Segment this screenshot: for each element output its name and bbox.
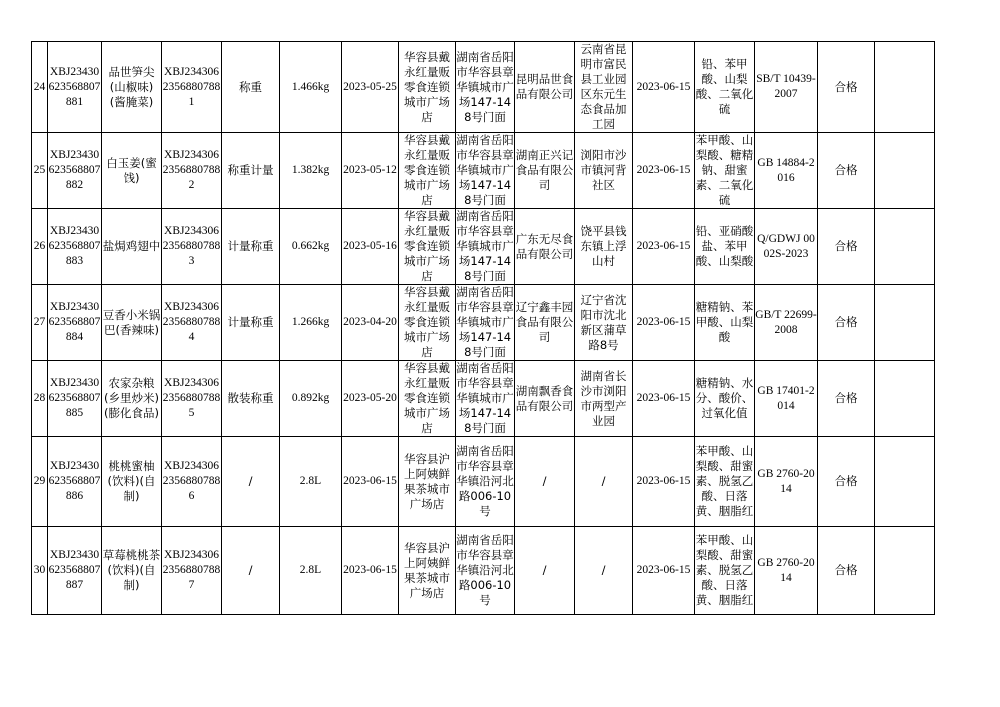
- task-id-cell: [162, 209, 222, 285]
- production-date: 2023-06-15: [343, 475, 397, 487]
- product-name-cell: [102, 285, 162, 361]
- product-name-cell: [102, 437, 162, 527]
- manufacturer-address-cell: [575, 527, 633, 615]
- quantity: 1.466kg: [291, 80, 330, 93]
- product-name-cell: [102, 42, 162, 133]
- specification-cell: [222, 209, 280, 285]
- seller-name-cell: [399, 527, 456, 615]
- production-date-cell: [342, 437, 399, 527]
- row-number-cell: [32, 133, 48, 209]
- inspection-items: 糖精钠、苯甲酸、山梨酸: [695, 300, 754, 344]
- seller-address: 湖南省岳阳市华容县章华镇沿河北路006-10号: [456, 533, 514, 607]
- quantity-cell: [280, 209, 342, 285]
- result-cell: [818, 285, 875, 361]
- row-number: 25: [33, 164, 46, 176]
- table-row: [32, 361, 935, 437]
- specification-cell: [222, 133, 280, 209]
- production-date: 2023-05-12: [343, 164, 397, 176]
- sample-id-cell: [48, 209, 102, 285]
- seller-address-cell: [456, 133, 515, 209]
- remarks-cell: [875, 527, 935, 615]
- row-number-cell: [32, 209, 48, 285]
- inspection-items-cell: [695, 285, 755, 361]
- sample-id: XBJ23430623568807887: [48, 549, 101, 591]
- production-date: 2023-05-20: [343, 392, 397, 404]
- product-name: 草莓桃桃茶(饮料)(自制): [102, 548, 161, 592]
- remarks-cell: [875, 437, 935, 527]
- row-number: 30: [33, 564, 46, 576]
- result-cell: [818, 133, 875, 209]
- manufacturer-name-cell: [515, 527, 575, 615]
- inspection-date: 2023-06-15: [636, 475, 691, 487]
- product-name: 桃桃蜜柚(饮料)(自制): [107, 459, 156, 503]
- table-row: [32, 209, 935, 285]
- standard-basis-cell: [755, 527, 818, 615]
- quantity: 1.266kg: [291, 316, 330, 328]
- manufacturer-address-cell: [575, 133, 633, 209]
- manufacturer-address-cell: [575, 361, 633, 437]
- inspection-date-cell: [633, 361, 695, 437]
- result: 合格: [834, 239, 858, 253]
- specification-cell: [222, 527, 280, 615]
- inspection-date: 2023-06-15: [636, 392, 691, 404]
- quantity-cell: [280, 527, 342, 615]
- sample-id-cell: [48, 361, 102, 437]
- product-name: 白玉姜(蜜饯): [106, 155, 157, 185]
- seller-address-cell: [456, 285, 515, 361]
- production-date-cell: [342, 361, 399, 437]
- quantity-cell: [280, 42, 342, 133]
- inspection-date: 2023-06-15: [636, 316, 691, 328]
- seller-address: 湖南省岳阳市华容县章华镇城市广场147-148号门面: [456, 361, 514, 435]
- specification-cell: [222, 437, 280, 527]
- inspection-date-cell: [633, 209, 695, 285]
- inspection-date: 2023-06-15: [636, 80, 691, 93]
- specification: 计量称重: [227, 315, 274, 329]
- inspection-items: 苯甲酸、山梨酸、甜蜜素、脱氢乙酸、日落黄、胭脂红: [695, 444, 754, 518]
- task-id-cell: [162, 133, 222, 209]
- manufacturer-name: 辽宁鑫丰园食品有限公司: [515, 300, 574, 344]
- manufacturer-name: 广东无尽食品有限公司: [515, 231, 574, 261]
- manufacturer-name: /: [542, 474, 547, 488]
- standard-basis-cell: [755, 209, 818, 285]
- seller-address: 湖南省岳阳市华容县章华镇城市广场147-148号门面: [456, 209, 514, 283]
- quantity-cell: [280, 133, 342, 209]
- task-id: XBJ23430623568807882: [162, 149, 221, 191]
- seller-name-cell: [399, 209, 456, 285]
- seller-address: 湖南省岳阳市华容县章华镇沿河北路006-10号: [456, 444, 514, 518]
- standard-basis: GB 2760-2014: [757, 556, 815, 584]
- sample-id-cell: [48, 437, 102, 527]
- table-row: [32, 437, 935, 527]
- inspection-date: 2023-06-15: [636, 164, 691, 176]
- task-id-cell: [162, 361, 222, 437]
- seller-address: 湖南省岳阳市华容县章华镇城市广场147-148号门面: [456, 49, 514, 124]
- result: 合格: [834, 563, 858, 577]
- seller-address: 湖南省岳阳市华容县章华镇城市广场147-148号门面: [456, 285, 514, 359]
- seller-address-cell: [456, 361, 515, 437]
- quantity-cell: [280, 437, 342, 527]
- table-body: [32, 42, 935, 615]
- task-id: XBJ23430623568807884: [162, 301, 221, 343]
- task-id-cell: [162, 285, 222, 361]
- seller-address-cell: [456, 527, 515, 615]
- sample-id: XBJ23430623568807885: [48, 377, 101, 419]
- result-cell: [818, 527, 875, 615]
- production-date-cell: [342, 133, 399, 209]
- seller-name-cell: [399, 437, 456, 527]
- result: 合格: [834, 163, 858, 177]
- remarks-cell: [875, 285, 935, 361]
- standard-basis-cell: [755, 437, 818, 527]
- sample-id-cell: [48, 42, 102, 133]
- quantity: 2.8L: [299, 564, 322, 576]
- row-number-cell: [32, 437, 48, 527]
- manufacturer-name-cell: [515, 285, 575, 361]
- standard-basis: GB/T 22699-2008: [755, 308, 817, 336]
- manufacturer-name-cell: [515, 361, 575, 437]
- standard-basis-cell: [755, 361, 818, 437]
- sample-id: XBJ23430623568807886: [48, 460, 101, 502]
- seller-name: 华容县戴永红量贩零食连锁城市广场店: [404, 133, 450, 207]
- inspection-items: 苯甲酸、山梨酸、甜蜜素、脱氢乙酸、日落黄、胭脂红: [695, 533, 754, 607]
- specification-cell: [222, 42, 280, 133]
- result: 合格: [834, 474, 858, 488]
- manufacturer-address: 云南省昆明市富民县工业园区东元生态食品加工园: [580, 42, 627, 131]
- manufacturer-address: 饶平县钱东镇上浮山村: [580, 224, 627, 268]
- seller-name: 华容县戴永红量贩零食连锁城市广场店: [404, 361, 450, 435]
- row-number: 24: [33, 80, 46, 93]
- seller-address-cell: [456, 437, 515, 527]
- manufacturer-name: 湖南正兴记食品有限公司: [515, 148, 574, 192]
- specification: /: [248, 474, 253, 488]
- task-id-cell: [162, 437, 222, 527]
- specification: 称重: [239, 79, 262, 94]
- sample-id-cell: [48, 133, 102, 209]
- manufacturer-address: /: [601, 474, 606, 488]
- row-number-cell: [32, 285, 48, 361]
- inspection-items-cell: [695, 361, 755, 437]
- standard-basis-cell: [755, 42, 818, 133]
- quantity: 1.382kg: [291, 164, 330, 176]
- result-cell: [818, 437, 875, 527]
- sample-id: XBJ23430623568807881: [48, 65, 101, 108]
- standard-basis: SB/T 10439-2007: [756, 73, 816, 100]
- seller-name-cell: [399, 133, 456, 209]
- task-id: XBJ23430623568807887: [162, 549, 221, 591]
- result-cell: [818, 209, 875, 285]
- product-name: 盐焗鸡翅中: [102, 239, 161, 253]
- inspection-date-cell: [633, 437, 695, 527]
- inspection-date-cell: [633, 42, 695, 133]
- task-id-cell: [162, 527, 222, 615]
- manufacturer-address-cell: [575, 285, 633, 361]
- manufacturer-address: 湖南省长沙市浏阳市两型产业园: [580, 368, 627, 428]
- inspection-items-cell: [695, 133, 755, 209]
- sample-id: XBJ23430623568807884: [48, 301, 101, 343]
- specification: 计量称重: [227, 239, 274, 253]
- sample-id-cell: [48, 527, 102, 615]
- task-id: XBJ23430623568807886: [162, 460, 221, 502]
- specification: /: [248, 563, 253, 577]
- inspection-items-cell: [695, 209, 755, 285]
- standard-basis-cell: [755, 133, 818, 209]
- manufacturer-name-cell: [515, 133, 575, 209]
- seller-name: 华容县戴永红量贩零食连锁城市广场店: [404, 209, 450, 283]
- inspection-items: 糖精钠、水分、酸价、过氧化值: [695, 376, 754, 420]
- manufacturer-name: 湖南飘香食品有限公司: [515, 383, 574, 413]
- manufacturer-name-cell: [515, 42, 575, 133]
- production-date: 2023-04-20: [343, 316, 397, 328]
- inspection-date: 2023-06-15: [636, 240, 691, 252]
- specification-cell: [222, 361, 280, 437]
- quantity: 2.8L: [299, 475, 322, 487]
- product-name: 豆香小米锅巴(香辣味): [102, 307, 161, 337]
- product-name: 品世笋尖(山椒味)(酱腌菜): [108, 64, 155, 109]
- table-row: [32, 285, 935, 361]
- manufacturer-name: /: [542, 563, 547, 577]
- seller-name: 华容县戴永红量贩零食连锁城市广场店: [404, 285, 450, 359]
- inspection-date-cell: [633, 133, 695, 209]
- row-number: 29: [33, 475, 46, 487]
- standard-basis: GB 17401-2014: [757, 384, 815, 412]
- manufacturer-address: 浏阳市沙市镇河背社区: [580, 148, 627, 192]
- product-name-cell: [102, 361, 162, 437]
- row-number: 27: [33, 316, 46, 328]
- quantity: 0.662kg: [291, 240, 330, 252]
- seller-address-cell: [456, 42, 515, 133]
- production-date-cell: [342, 42, 399, 133]
- manufacturer-address-cell: [575, 209, 633, 285]
- inspection-items-cell: [695, 527, 755, 615]
- result-cell: [818, 361, 875, 437]
- specification-cell: [222, 285, 280, 361]
- manufacturer-address: /: [601, 563, 606, 577]
- result: 合格: [834, 391, 858, 405]
- inspection-date-cell: [633, 527, 695, 615]
- seller-name: 华容县沪上阿姨鲜果茶城市广场店: [404, 540, 450, 600]
- inspection-items: 铅、苯甲酸、山梨酸、二氧化硫: [695, 57, 754, 116]
- standard-basis: GB 14884-2016: [757, 156, 815, 184]
- remarks-cell: [875, 209, 935, 285]
- product-name-cell: [102, 209, 162, 285]
- product-name: 农家杂粮(乡里炒米)(膨化食品): [104, 376, 159, 420]
- row-number: 26: [33, 240, 46, 252]
- inspection-items: 苯甲酸、山梨酸、糖精钠、甜蜜素、二氧化硫: [695, 133, 754, 207]
- table-row: [32, 133, 935, 209]
- row-number-cell: [32, 527, 48, 615]
- inspection-date: 2023-06-15: [636, 564, 691, 576]
- row-number: 28: [33, 392, 46, 404]
- manufacturer-address: 辽宁省沈阳市沈北新区蒲草路8号: [580, 292, 627, 352]
- standard-basis: Q/GDWJ 0002S-2023: [757, 232, 815, 260]
- specification: 称重计量: [227, 163, 274, 177]
- seller-name: 华容县沪上阿姨鲜果茶城市广场店: [404, 451, 450, 511]
- inspection-items-cell: [695, 42, 755, 133]
- product-name-cell: [102, 527, 162, 615]
- manufacturer-name-cell: [515, 209, 575, 285]
- inspection-results-table: [31, 41, 935, 615]
- seller-address-cell: [456, 209, 515, 285]
- product-name-cell: [102, 133, 162, 209]
- inspection-items: 铅、亚硝酸盐、苯甲酸、山梨酸: [695, 224, 754, 268]
- inspection-date-cell: [633, 285, 695, 361]
- result: 合格: [834, 315, 858, 329]
- quantity: 0.892kg: [291, 392, 330, 404]
- production-date: 2023-05-16: [343, 240, 397, 252]
- manufacturer-name: 昆明品世食品有限公司: [515, 72, 574, 101]
- manufacturer-name-cell: [515, 437, 575, 527]
- remarks-cell: [875, 133, 935, 209]
- production-date-cell: [342, 527, 399, 615]
- row-number-cell: [32, 361, 48, 437]
- seller-name: 华容县戴永红量贩零食连锁城市广场店: [404, 49, 450, 124]
- production-date: 2023-06-15: [343, 564, 397, 576]
- specification: 散装称重: [227, 391, 274, 405]
- production-date-cell: [342, 209, 399, 285]
- seller-name-cell: [399, 42, 456, 133]
- task-id: XBJ23430623568807883: [162, 225, 221, 267]
- result: 合格: [834, 79, 858, 94]
- sample-id: XBJ23430623568807882: [48, 149, 101, 191]
- production-date: 2023-05-25: [343, 80, 397, 93]
- task-id-cell: [162, 42, 222, 133]
- sample-id-cell: [48, 285, 102, 361]
- standard-basis-cell: [755, 285, 818, 361]
- row-number-cell: [32, 42, 48, 133]
- standard-basis: GB 2760-2014: [757, 467, 815, 495]
- result-cell: [818, 42, 875, 133]
- task-id: XBJ23430623568807881: [162, 65, 221, 108]
- inspection-items-cell: [695, 437, 755, 527]
- quantity-cell: [280, 361, 342, 437]
- table-row: [32, 42, 935, 133]
- seller-name-cell: [399, 361, 456, 437]
- seller-name-cell: [399, 285, 456, 361]
- quantity-cell: [280, 285, 342, 361]
- table-row: [32, 527, 935, 615]
- seller-address: 湖南省岳阳市华容县章华镇城市广场147-148号门面: [456, 133, 514, 207]
- production-date-cell: [342, 285, 399, 361]
- task-id: XBJ23430623568807885: [162, 377, 221, 419]
- remarks-cell: [875, 42, 935, 133]
- manufacturer-address-cell: [575, 42, 633, 133]
- sample-id: XBJ23430623568807883: [48, 225, 101, 267]
- manufacturer-address-cell: [575, 437, 633, 527]
- remarks-cell: [875, 361, 935, 437]
